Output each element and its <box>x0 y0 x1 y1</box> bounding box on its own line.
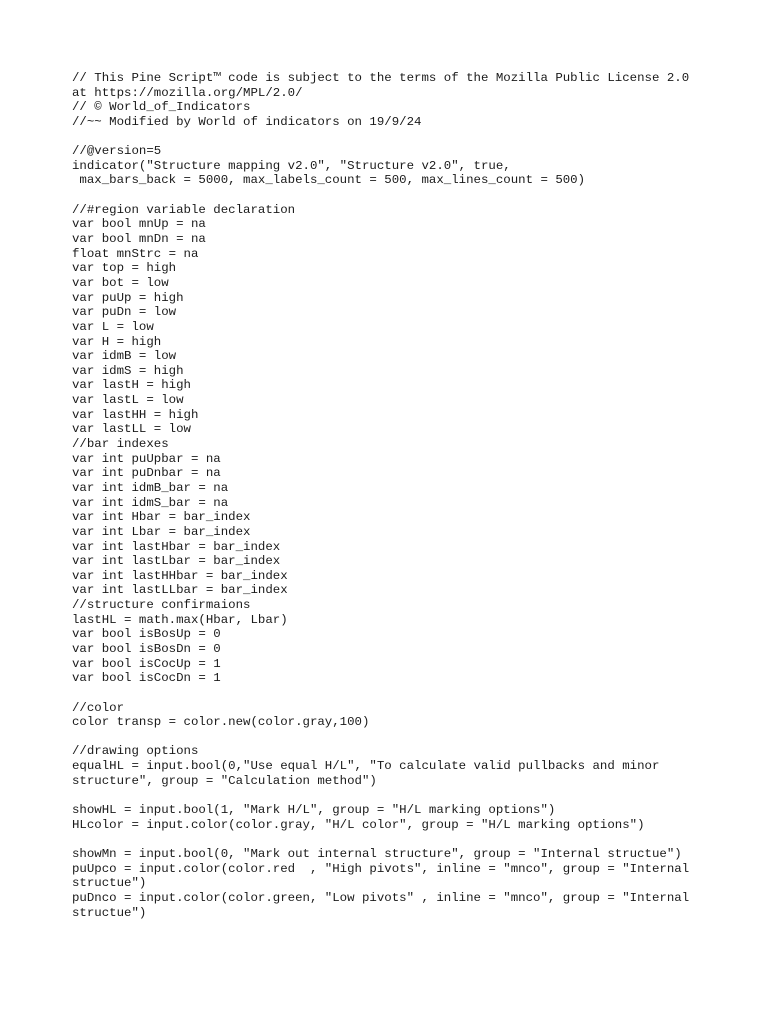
code-listing <box>72 71 732 920</box>
code-line: var int idmS_bar = na <box>72 495 229 510</box>
code-line: var lastH = high <box>72 378 191 393</box>
code-line: var int Lbar = bar_index <box>72 524 251 539</box>
code-line: //~~ Modified by World of indicators on 19/9/24 <box>72 114 422 129</box>
code-line: color transp = color.new(color.gray,100) <box>72 715 370 730</box>
code-line: structure", group = "Calculation method") <box>72 773 377 788</box>
code-line: indicator("Structure mapping v2.0", "Structure v2.0", true, <box>72 158 511 173</box>
code-line: //#region variable declaration <box>72 202 296 217</box>
code-line: var L = low <box>72 319 154 334</box>
code-line: var bool isCocUp = 1 <box>72 656 221 671</box>
code-line: var bool mnUp = na <box>72 217 206 232</box>
code-line: var bool isBosUp = 0 <box>72 627 221 642</box>
code-line: //bar indexes <box>72 437 169 452</box>
blank-line <box>72 130 732 145</box>
code-line: var int puUpbar = na <box>72 451 221 466</box>
code-line: puDnco = input.color(color.green, "Low pivots" , inline = "mnco", group = "Internal <box>72 890 690 905</box>
blank-line <box>72 188 732 203</box>
code-line: var lastLL = low <box>72 422 191 437</box>
code-line: var int puDnbar = na <box>72 466 221 481</box>
code-line: var top = high <box>72 261 177 276</box>
code-line: var int idmB_bar = na <box>72 480 229 495</box>
code-line: var bool isBosDn = 0 <box>72 641 221 656</box>
code-line: var idmS = high <box>72 363 184 378</box>
code-line: // © World_of_Indicators <box>72 100 251 115</box>
code-line: var puDn = low <box>72 305 177 320</box>
blank-line <box>72 832 732 847</box>
code-line: var int Hbar = bar_index <box>72 510 251 525</box>
code-line: float mnStrc = na <box>72 246 199 261</box>
code-line: var int lastHbar = bar_index <box>72 539 281 554</box>
blank-line <box>72 788 732 803</box>
code-line: //color <box>72 700 125 715</box>
code-line: lastHL = math.max(Hbar, Lbar) <box>72 612 288 627</box>
code-line: var lastHH = high <box>72 407 199 422</box>
code-line: var bot = low <box>72 275 169 290</box>
code-line: max_bars_back = 5000, max_labels_count = 500, max_lines_count = 500) <box>72 173 586 188</box>
code-line: var bool isCocDn = 1 <box>72 671 221 686</box>
code-line: puUpco = input.color(color.red , "High pivots", inline = "mnco", group = "Internal <box>72 861 690 876</box>
code-line: //structure confirmaions <box>72 598 251 613</box>
code-line: equalHL = input.bool(0,"Use equal H/L", "To calculate valid pullbacks and minor <box>72 759 660 774</box>
code-line: var int lastLbar = bar_index <box>72 554 281 569</box>
code-line: var int lastHHbar = bar_index <box>72 568 288 583</box>
code-line: structue") <box>72 905 147 920</box>
code-line: HLcolor = input.color(color.gray, "H/L color", group = "H/L marking options") <box>72 817 645 832</box>
code-line: var lastL = low <box>72 393 184 408</box>
code-line: structue") <box>72 876 147 891</box>
code-line: // This Pine Script™ code is subject to the terms of the Mozilla Public License 2.0 <box>72 71 690 85</box>
code-line: showMn = input.bool(0, "Mark out internal structure", group = "Internal structue") <box>72 846 682 861</box>
code-line: at https://mozilla.org/MPL/2.0/ <box>72 85 303 100</box>
code-line: var puUp = high <box>72 290 184 305</box>
blank-line <box>72 730 732 745</box>
blank-line <box>72 686 732 701</box>
code-line: var int lastLLbar = bar_index <box>72 583 288 598</box>
code-line: //drawing options <box>72 744 199 759</box>
code-line: var idmB = low <box>72 349 177 364</box>
code-line: var bool mnDn = na <box>72 232 206 247</box>
code-line: showHL = input.bool(1, "Mark H/L", group = "H/L marking options") <box>72 803 556 818</box>
code-line: //@version=5 <box>72 144 162 159</box>
code-line: var H = high <box>72 334 162 349</box>
